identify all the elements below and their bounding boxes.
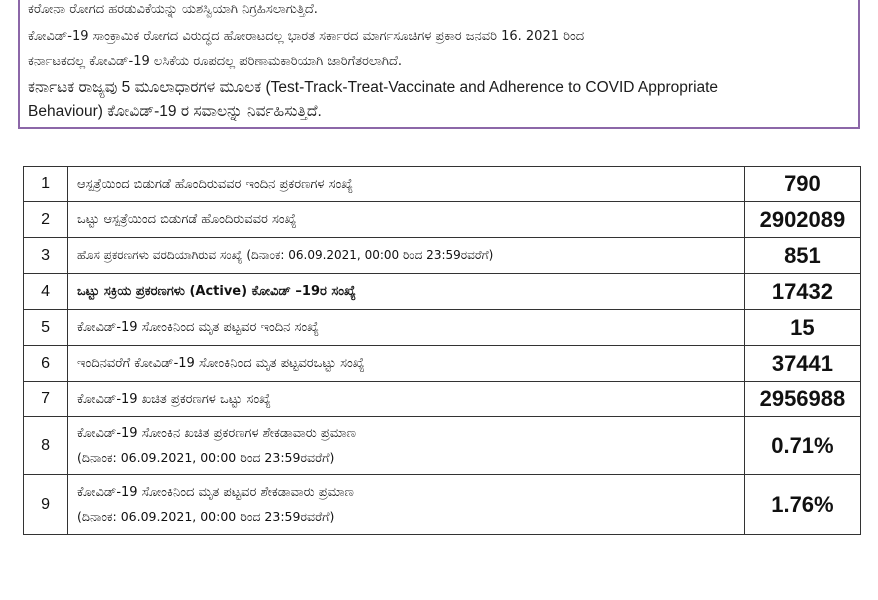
row-description: ಇಂದಿನವರೆಗೆ ಕೋವಿಡ್-19 ಸೋಂಕಿನಿಂದ ಮೃತ ಪಟ್ಟವರಒಟ್ಟು ಸಂಖ್ಯೆ xyxy=(68,346,745,382)
row-date-range: (ದಿನಾಂಕ: 06.09.2021, 00:00 ರಿಂದ 23:59ರವರೆಗೆ) xyxy=(77,449,335,465)
row-number: 2 xyxy=(24,202,68,238)
row-description: ಕೋವಿಡ್-19 ಸೋಂಕಿನಿಂದ ಮೃತ ಪಟ್ಟವರ ಇಂದಿನ ಸಂಖ್ಯೆ xyxy=(68,310,745,346)
row-number: 8 xyxy=(24,417,68,475)
row-value: 17432 xyxy=(744,274,860,310)
table-row xyxy=(24,167,861,202)
stats-table xyxy=(23,166,861,535)
intro-line-3: ಕರ್ನಾಟಕದಲ್ಲ ಕೋವಿಡ್-19 ಲಸಿಕೆಯ ರೂಪದಲ್ಲ ಪರಿಣಾಮಕಾರಿಯಾಗಿ ಜಾರಿಗೆತರಲಾಗಿದೆ. xyxy=(28,54,403,69)
row-description: ಹೊಸ ಪ್ರಕರಣಗಳು ವರದಿಯಾಗಿರುವ ಸಂಖ್ಯೆ (ದಿನಾಂಕ: 06.09.2021, 00:00 ರಿಂದ 23:59ರವರೆಗೆ) xyxy=(68,238,745,274)
table-row xyxy=(24,417,861,475)
row-value: 15 xyxy=(744,310,860,346)
table-row xyxy=(24,238,861,274)
row-value: 2902089 xyxy=(744,202,860,238)
row-value: 37441 xyxy=(744,346,860,382)
row-description: ಒಟ್ಟು ಆಸ್ಪತ್ರೆಯಿಂದ ಬಿಡುಗಡೆ ಹೊಂದಿರುವವರ ಸಂಖ್ಯೆ xyxy=(68,202,745,238)
row-description: ಕೋವಿಡ್-19 ಸೋಂಕಿನಿಂದ ಮೃತ ಪಟ್ಟವರ ಶೇಕಡಾವಾರು ಪ್ರಮಾಣ xyxy=(77,484,354,500)
row-number: 9 xyxy=(24,475,68,535)
table-row xyxy=(24,310,861,346)
row-number: 1 xyxy=(24,167,68,202)
row-description: ಕೋವಿಡ್-19 ಸೋಂಕಿನ ಖಚಿತ ಪ್ರಕರಣಗಳ ಶೇಕಡಾವಾರು ಪ್ರಮಾಣ xyxy=(77,425,356,441)
row-description: ಕೋವಿಡ್-19 ಖಚಿತ ಪ್ರಕರಣಗಳ ಒಟ್ಟು ಸಂಖ್ಯೆ xyxy=(68,382,745,417)
row-number: 7 xyxy=(24,382,68,417)
row-description: ಒಟ್ಟು ಸಕ್ರಿಯ ಪ್ರಕರಣಗಳು (Active) ಕೋವಿಡ್ –19ರ ಸಂಖ್ಯೆ xyxy=(68,274,745,310)
row-number: 4 xyxy=(24,274,68,310)
intro-line-1: ಕರೋನಾ ರೋಗದ ಹರಡುವಿಕೆಯನ್ನು ಯಶಸ್ವಿಯಾಗಿ ನಿಗ್ರಹಿಸಲಾಗುತ್ತಿದೆ. xyxy=(28,2,318,17)
table-row xyxy=(24,475,861,535)
table-row xyxy=(24,346,861,382)
intro-box xyxy=(18,0,860,129)
table-row xyxy=(24,274,861,310)
intro-line-4: ಕರ್ನಾಟಕ ರಾಜ್ಯವು 5 ಮೂಲಾಧಾರಗಳ ಮೂಲಕ (Test-Track-Treat-Vaccinate and Adherence to COVID Appropriate xyxy=(28,79,719,96)
row-number: 5 xyxy=(24,310,68,346)
intro-line-2: ಕೋವಿಡ್-19 ಸಾಂಕ್ರಾಮಿಕ ರೋಗದ ವಿರುದ್ಧದ ಹೋರಾಟದಲ್ಲ ಭಾರತ ಸರ್ಕಾರದ ಮಾರ್ಗಸೂಚಿಗಳ ಪ್ರಕಾರ ಜನವರಿ 16. 2021 ರಿಂದ xyxy=(28,29,585,44)
table-row xyxy=(24,382,861,417)
row-description-cell xyxy=(68,417,745,475)
row-value: 2956988 xyxy=(744,382,860,417)
table-row xyxy=(24,202,861,238)
row-date-range: (ದಿನಾಂಕ: 06.09.2021, 00:00 ರಿಂದ 23:59ರವರೆಗೆ) xyxy=(77,508,335,524)
row-number: 3 xyxy=(24,238,68,274)
row-value: 851 xyxy=(744,238,860,274)
intro-line-5: Behaviour) ಕೋವಿಡ್-19 ರ ಸವಾಲನ್ನು ನಿರ್ವಹಿಸುತ್ತಿದೆ. xyxy=(28,103,322,120)
row-value: 1.76% xyxy=(744,475,860,535)
row-number: 6 xyxy=(24,346,68,382)
row-value: 0.71% xyxy=(744,417,860,475)
row-description: ಆಸ್ಪತ್ರೆಯಿಂದ ಬಿಡುಗಡೆ ಹೊಂದಿರುವವರ ಇಂದಿನ ಪ್ರಕರಣಗಳ ಸಂಖ್ಯೆ xyxy=(68,167,745,202)
row-value: 790 xyxy=(744,167,860,202)
row-description-cell xyxy=(68,475,745,535)
